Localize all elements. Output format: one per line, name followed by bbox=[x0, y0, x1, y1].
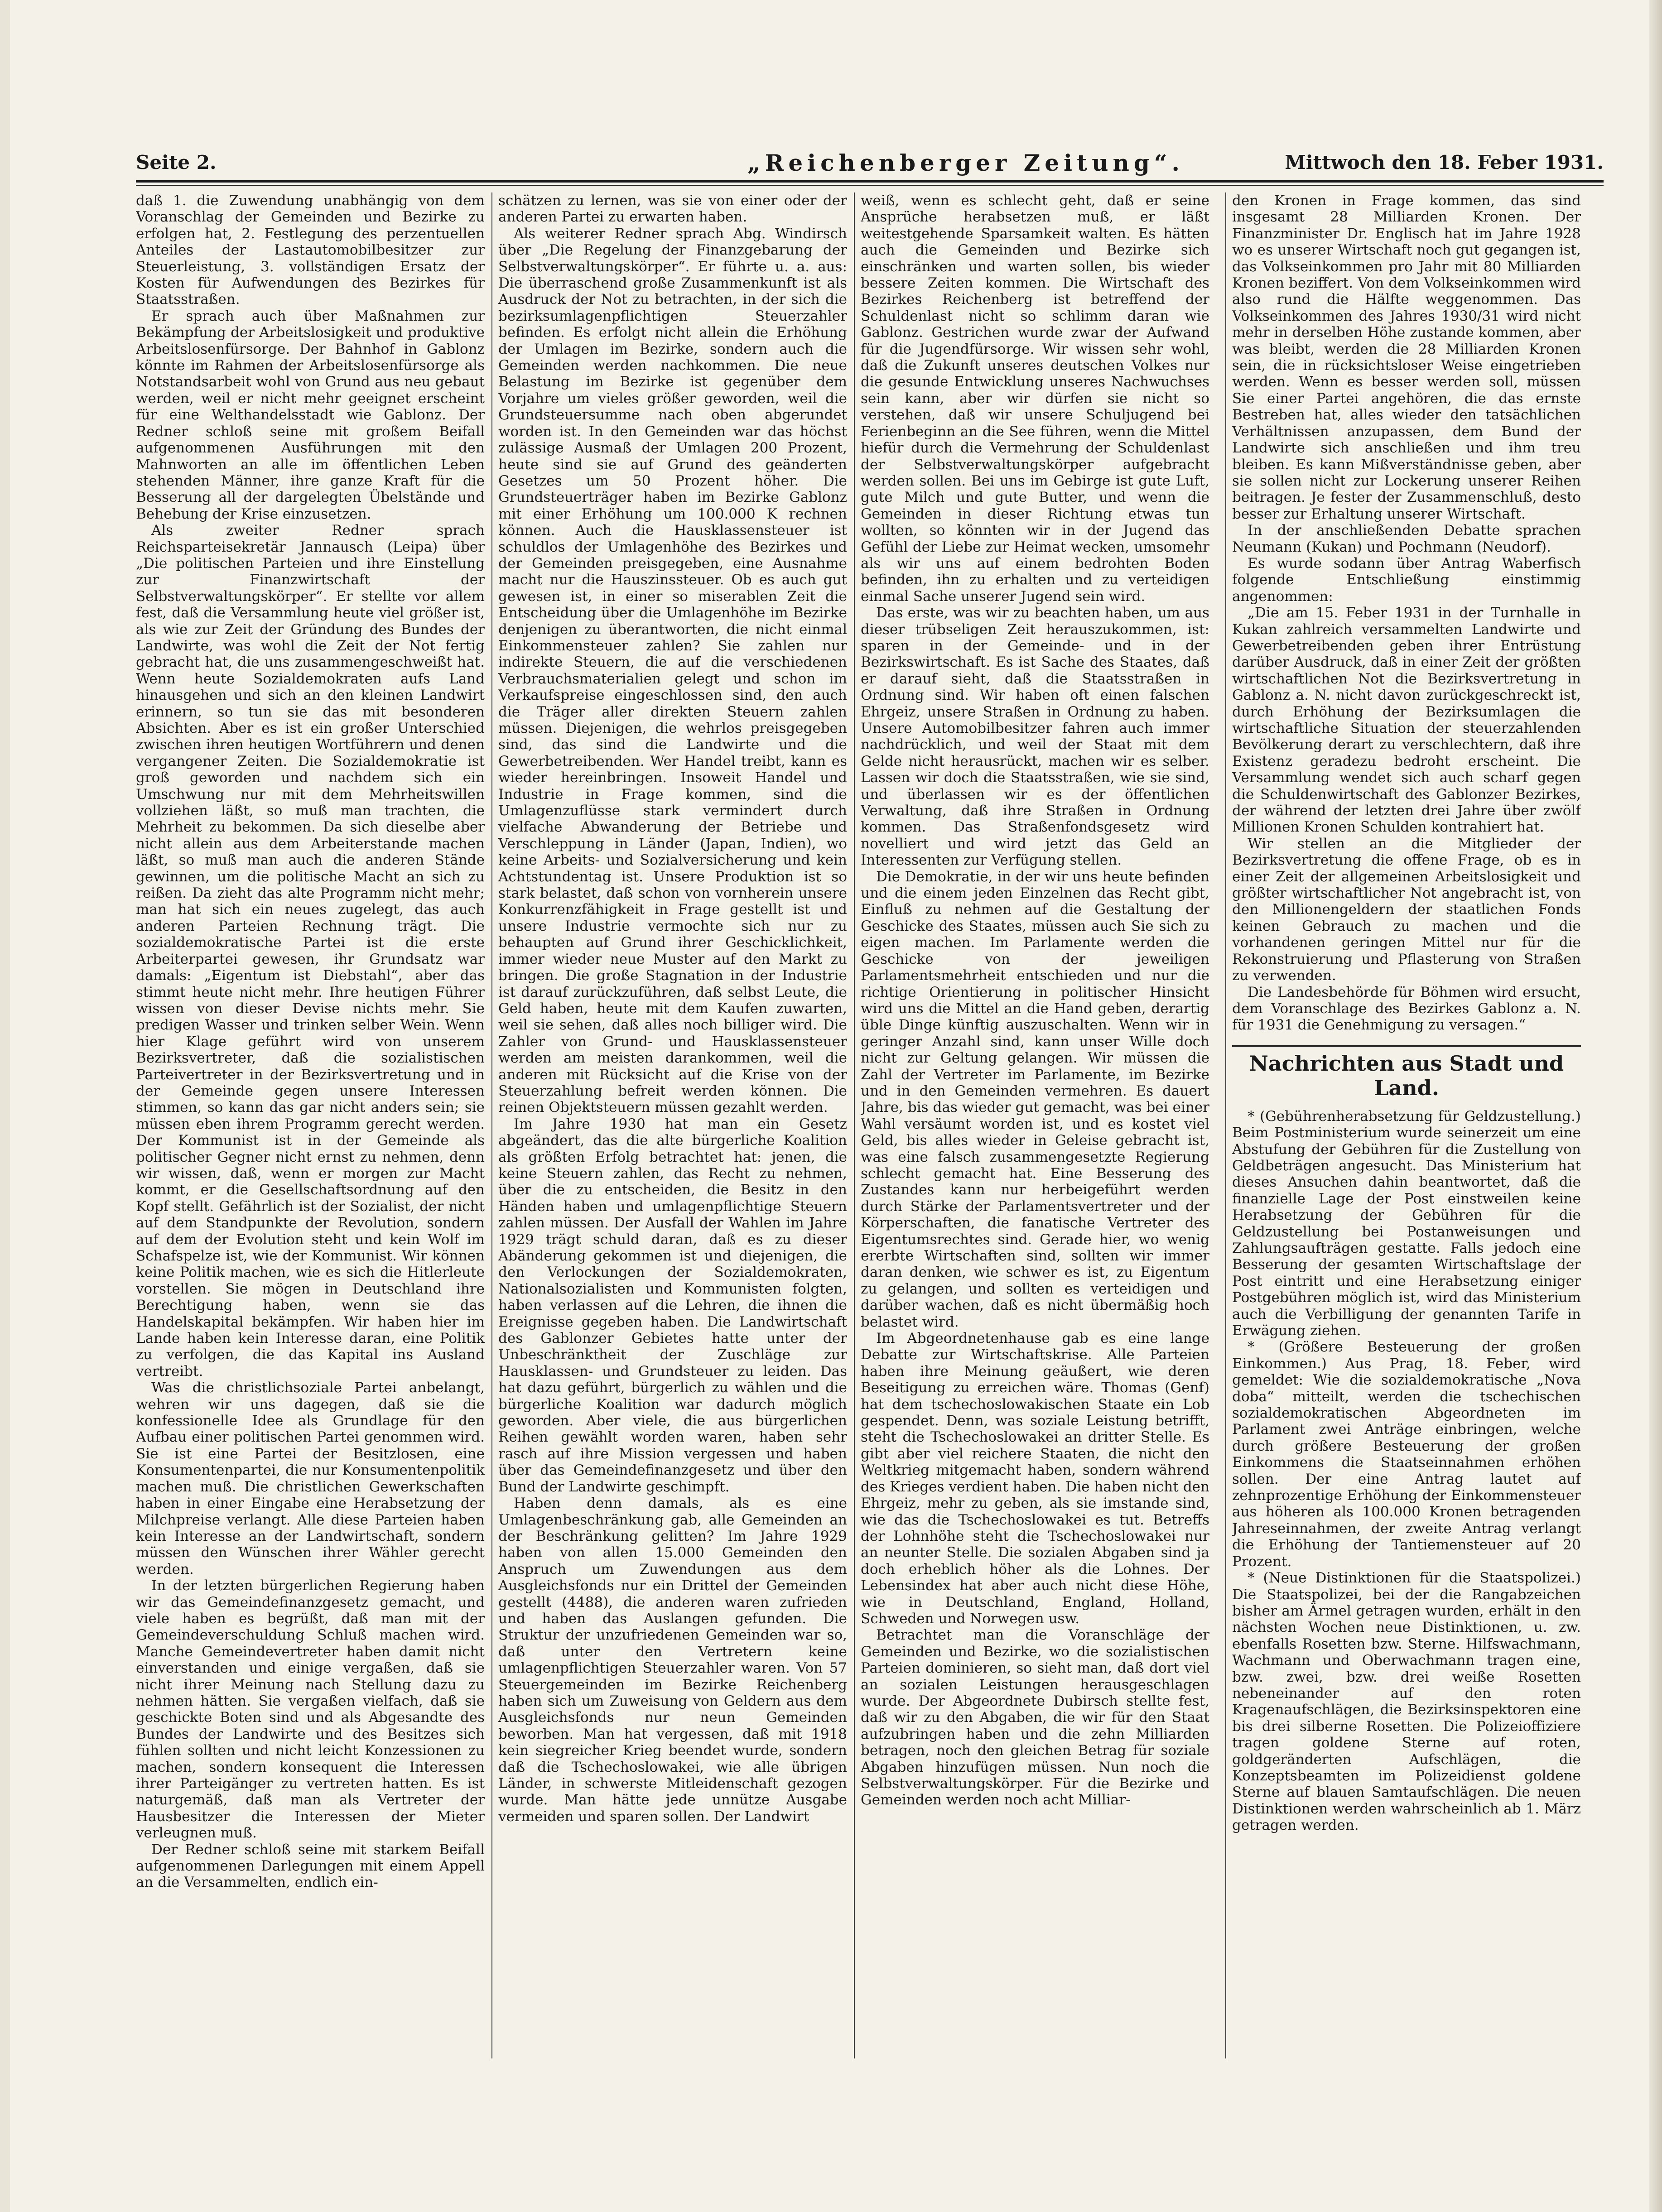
paragraph: In der letzten bürgerlichen Regierung haben wir das Gemeindefinanzgesetz gemacht, und viele haben es begrüßt, daß man mit der Gemeindeverschuldung Schluß machen wird. Manche Gemeindevertreter haben damit nicht einverstanden und einige vergaßen, daß sie nicht ihrer Meinung nach Stellung dazu zu nehmen hätten. Sie vergaßen vielfach, daß sie geschickte Boten sind und als Abgesandte des Bundes der Landwirte und des Besitzes sich fühlen sollten und nicht leicht Konzessionen zu machen, sondern konsequent die Interessen ihrer Parteigänger zu vertreten hatten. Es ist naturgemäß, daß man als Vertreter der Hausbesitzer die Interessen der Mieter verleugnen muß. bbox=[136, 1577, 485, 1842]
paragraph: Als weiterer Redner sprach Abg. Windirsch über „Die Regelung der Finanzgebarung der Selbstverwaltungskörper“. Er führte u. a. aus: Die überraschend große Zusammenkunft ist als Ausdruck der Not zu betrachten, in der sich die bezirksumlagenpflichtigen Steuerzahler befinden. Es erfolgt nicht allein die Erhöhung der Umlagen im Bezirke, sondern auch die Gemeinden werden nachkommen. Die neue Belastung im Bezirke ist gegenüber dem Vorjahre um vieles größer geworden, weil die Grundsteuersumme nach oben abgerundet worden ist. In den Gemeinden war das höchst zulässige Ausmaß der Umlagen 200 Prozent, heute sind sie auf Grund des geänderten Gesetzes um 50 Prozent höher. Die Grundsteuerträger haben im Bezirke Gablonz mit einer Erhöhung um 100.000 K rechnen können. Auch die Hausklassensteuer ist schuldlos der Umlagenhöhe des Bezirkes und der Gemeinden preisgegeben, eine Ausnahme macht nur die Hauszinssteuer. Ob es auch gut gewesen ist, in einer so miserablen Zeit die Entscheidung über die Umlagenhöhe im Bezirke denjenigen zu überantworten, die nicht einmal Einkommensteuer zahlen? Sie zahlen nur indirekte Steuern, die auf die verschiedenen Verbrauchsmaterialien gelegt und schon im Verkaufspreise eingeschlossen sind, den auch die Träger aller direkten Steuern zahlen müssen. Diejenigen, die wehrlos preisgegeben sind, das sind die Landwirte und die Gewerbetreibenden. Wer Handel treibt, kann es wieder hereinbringen. Insoweit Handel und Industrie in Frage kommen, sind die Umlagenzuflüsse stark vermindert durch vielfache Abwanderung der Betriebe und Verschleppung in Länder (Japan, Indien), wo keine Arbeits- und Sozialversicherung und kein Achtstundentag ist. Unsere Produktion ist so stark belastet, daß schon von vornherein unsere Konkurrenzfähigkeit in Frage gestellt ist und unsere Industrie vermochte sich nur zu behaupten auf Grund ihrer Geschicklichkeit, immer wieder neue Muster auf den Markt zu bringen. Die große Stagnation in der Industrie ist darauf zurückzuführen, daß selbst Leute, die Geld haben, heute mit dem Kaufen zuwarten, weil sie sehen, daß alles noch billiger wird. Die Zahler von Grund- und Hausklassensteuer werden am meisten darankommen, weil die anderen mit Rücksicht auf die Krise von der Steuerzahlung befreit werden können. Die reinen Objektsteuern müssen gezahlt werden. bbox=[498, 225, 847, 1116]
article-column-3 bbox=[861, 192, 1209, 2058]
news-item: * (Gebührenherabsetzung für Geldzustellung.) Beim Postministerium wurde seinerzeit um eine Abstufung der Gebühren für die Zustellung von Geldbeträgen angesucht. Das Ministerium hat dieses Ansuchen dahin beantwortet, daß die finanzielle Lage der Post einstweilen keine Herabsetzung der Gebühren für die Geldzustellung bei Postanweisungen und Zahlungsaufträgen gestatte. Falls jedoch eine Besserung der gesamten Wirtschaftslage der Post eintritt und eine Herabsetzung einiger Postgebühren möglich ist, wird das Ministerium auch die Verbilligung der genannten Tarife in Erwägung ziehen. bbox=[1232, 1108, 1581, 1339]
article-column-2 bbox=[498, 192, 847, 2058]
scan-border-left bbox=[0, 0, 10, 2212]
paragraph: Das erste, was wir zu beachten haben, um aus dieser trübseligen Zeit herauszukommen, ist: sparen in der Gemeinde- und in der Bezirkswirtschaft. Es ist Sache des Staates, daß er darauf sieht, daß die Staatsstraßen in Ordnung sind. Wir haben oft einen falschen Ehrgeiz, unsere Straßen in Ordnung zu haben. Unsere Automobilbesitzer fahren auch immer nachdrücklich, und weil der Staat mit dem Gelde nicht herausrückt, machen wir es selber. Lassen wir doch die Staatsstraßen, wie sie sind, und überlassen wir es der öffentlichen Verwaltung, daß ihre Straßen in Ordnung kommen. Das Straßenfondsgesetz wird novelliert und wird jetzt das Geld an Interessenten zur Verfügung stellen. bbox=[861, 605, 1209, 869]
header-rule-thin bbox=[136, 185, 1604, 186]
paragraph: Die Demokratie, in der wir uns heute befinden und die einem jeden Einzelnen das Recht gibt, Einfluß zu nehmen auf die Gestaltung der Geschicke des Staates, müssen auch Sie sich zu eigen machen. Im Parlamente werden die Geschicke von der jeweiligen Parlamentsmehrheit entschieden und nur die richtige Orientierung in politischer Hinsicht wird uns die Mittel an die Hand geben, derartig üble Dinge künftig auszuschalten. Wenn wir in geringer Anzahl sind, kann unser Wille doch nicht zur Geltung gelangen. Wir müssen die Zahl der Vertreter im Parlamente, im Bezirke und in den Gemeinden vermehren. Es dauert Jahre, bis das wieder gut gemacht, was bei einer Wahl versäumt worden ist, und es kostet viel Geld, bis alles wieder in Geleise gebracht ist, was eine falsch zusammengesetzte Regierung schlecht gemacht hat. Eine Besserung des Zustandes kann nur herbeigeführt werden durch Stärke der Parlamentsvertreter und der Körperschaften, die fanatische Vertreter des Eigentumsrechtes sind. Gerade hier, wo wenig ererbte Wirtschaften sind, sollten wir immer daran denken, wie schwer es ist, zu Eigentum zu gelangen, und sollten es verteidigen und darüber wachen, daß es nicht übermäßig hoch belastet wird. bbox=[861, 868, 1209, 1330]
paragraph: den Kronen in Frage kommen, das sind insgesamt 28 Milliarden Kronen. Der Finanzminister Dr. Englisch hat im Jahre 1928 wo es unserer Wirtschaft noch gut gegangen ist, das Volkseinkommen pro Jahr mit 80 Milliarden Kronen beziffert. Von dem Volkseinkommen wird also rund die Hälfte weggenommen. Das Volkseinkommen des Jahres 1930/31 wird nicht mehr in derselben Höhe zustande kommen, aber was bleibt, werden die 28 Milliarden Kronen sein, die in rücksichtsloser Weise eingetrieben werden. Wenn es besser werden soll, müssen Sie einer Partei angehören, die das ernste Bestreben hat, alles wieder den tatsächlichen Verhältnissen anzupassen, dem Bund der Landwirte sich anschließen und ihm treu bleiben. Es kann Mißverständnisse geben, aber sie sollen nicht zur Lockerung unserer Reihen beitragen. Je fester der Zusammenschluß, desto besser zur Erhaltung unserer Wirtschaft. bbox=[1232, 192, 1581, 522]
paragraph: Wir stellen an die Mitglieder der Bezirksvertretung die offene Frage, ob es in einer Zeit der allgemeinen Arbeitslosigkeit und größter wirtschaftlicher Not angebracht ist, von den Millionengeldern der staatlichen Fonds keinen Gebrauch zu machen und die vorhandenen geringen Mittel nur für die Rekonstruierung und Pflasterung von Straßen zu verwenden. bbox=[1232, 835, 1581, 984]
news-item: * (Größere Besteuerung der großen Einkommen.) Aus Prag, 18. Feber, wird gemeldet: Wie die sozialdemokratische „Nova doba“ mitteilt, werden die tschechischen sozialdemokratischen Abgeordneten im Parlament zwei Anträge einbringen, welche durch größere Besteuerung der großen Einkommens die Staatseinnahmen erhöhen sollen. Der eine Antrag lautet auf zehnprozentige Erhöhung der Einkommensteuer aus höheren als 100.000 Kronen betragenden Jahreseinnahmen, der zweite Antrag verlangt die Erhöhung der Tantiemensteuer auf 20 Prozent. bbox=[1232, 1339, 1581, 1570]
paragraph: Er sprach auch über Maßnahmen zur Bekämpfung der Arbeitslosigkeit und produktive Arbeitslosenfürsorge. Der Bahnhof in Gablonz könnte im Rahmen der Arbeitslosenfürsorge als Notstandsarbeit wohl von Grund aus neu gebaut werden, weil er nicht mehr geeignet erscheint für eine Welthandelsstadt wie Gablonz. Der Redner schloß seine mit großem Beifall aufgenommenen Ausführungen mit den Mahnworten an alle im öffentlichen Leben stehenden Männer, ihre ganze Kraft für die Besserung all der dargelegten Übelstände und Behebung der Krise einzusetzen. bbox=[136, 308, 485, 522]
paragraph: Im Abgeordnetenhause gab es eine lange Debatte zur Wirtschaftskrise. Alle Parteien haben ihre Meinung geäußert, wie deren Beseitigung zu erreichen wäre. Thomas (Genf) hat dem tschechoslowakischen Staate ein Lob gespendet. Denn, was soziale Leistung betrifft, steht die Tschechoslowakei an dritter Stelle. Es gibt aber viel reichere Staaten, die nicht den Weltkrieg mitgemacht haben, sondern während des Krieges verdient haben. Die haben nicht den Ehrgeiz, mehr zu geben, als sie imstande sind, wie das die Tschechoslowakei es tut. Betreffs der Lohnhöhe steht die Tschechoslowakei nur an neunter Stelle. Die sozialen Abgaben sind ja doch erheblich höher als die Lohnes. Der Lebensindex hat aber auch nicht diese Höhe, wie in Deutschland, England, Holland, Schweden und Norwegen usw. bbox=[861, 1330, 1209, 1627]
header-rule bbox=[136, 180, 1604, 183]
issue-date: Mittwoch den 18. Feber 1931. bbox=[1285, 151, 1604, 173]
article-column-1 bbox=[136, 192, 485, 2058]
paragraph: Im Jahre 1930 hat man ein Gesetz abgeändert, das die alte bürgerliche Koalition als größten Erfolg betrachtet hat: jenen, die keine Steuern zahlen, das Recht zu nehmen, über die zu entscheiden, die Besitz in den Händen haben und umlagenpflichtige Steuern zahlen müssen. Der Ausfall der Wahlen im Jahre 1929 trägt schuld daran, daß es zu dieser Abänderung gekommen ist und diejenigen, die den Verlockungen der Sozialdemokraten, Nationalsozialisten und Kommunisten folgten, haben verlassen auf die Lehren, die ihnen die Ereignisse gegeben haben. Die Landwirtschaft des Gablonzer Gebietes hatte unter der Unbeschränktheit der Zuschläge zur Hausklassen- und Grundsteuer zu leiden. Das hat dazu geführt, bürgerlich zu wählen und die bürgerliche Koalition war dadurch möglich geworden. Aber viele, die aus bürgerlichen Reihen gewählt worden waren, haben sehr rasch auf ihre Mission vergessen und haben über das Gemeindefinanzgesetz und über den Bund der Landwirte geschimpft. bbox=[498, 1116, 847, 1495]
paragraph: Die Landesbehörde für Böhmen wird ersucht, dem Voranschlage des Bezirkes Gablonz a. N. für 1931 die Genehmigung zu versagen.“ bbox=[1232, 984, 1581, 1034]
paragraph: Als zweiter Redner sprach Reichsparteisekretär Jannausch (Leipa) über „Die politischen Parteien und ihre Einstellung zur Finanzwirtschaft der Selbstverwaltungskörper“. Er stellte vor allem fest, daß die Versammlung heute viel größer ist, als wie zur Zeit der Gründung des Bundes der Landwirte, was wohl die Zeit der Not fertig gebracht hat, die uns zusammengeschweißt hat. Wenn heute Sozialdemokraten aufs Land hinausgehen und sich an den kleinen Landwirt erinnern, so tun sie das mit besonderen Absichten. Aber es ist ein großer Unterschied zwischen ihren heutigen Wortführern und denen vergangener Zeiten. Die Sozialdemokratie ist groß geworden und nachdem sich ein Umschwung nur mit dem Mehrheitswillen vollziehen läßt, so muß man trachten, die Mehrheit zu bekommen. Da sich dieselbe aber nicht allein aus dem Arbeiterstande machen läßt, so muß man auch die anderen Stände gewinnen, um die politische Macht an sich zu reißen. Da zieht das alte Programm nicht mehr; man hat sich ein neues zugelegt, das auch anderen Parteien Rechnung trägt. Die sozialdemokratische Partei ist die erste Arbeiterpartei gewesen, ihr Grundsatz war damals: „Eigentum ist Diebstahl“, aber das stimmt heute nicht mehr. Ihre heutigen Führer wissen von dieser Devise nichts mehr. Sie predigen Wasser und trinken selber Wein. Wenn hier Klage geführt wird von unserem Bezirksvertreter, daß die sozialistischen Parteivertreter in der Bezirksvertretung und in der Gemeinde gegen unsere Interessen stimmen, so kann das gar nicht anders sein; sie müssen eben ihrem Programm gerecht werden. Der Kommunist ist in der Gemeinde als politischer Gegner nicht ernst zu nehmen, denn wir wissen, daß, wenn er morgen zur Macht kommt, er die Gesellschaftsordnung auf den Kopf stellt. Gefährlich ist der Sozialist, der nicht auf dem Standpunkte der Revolution, sondern auf dem der Evolution steht und kein Wolf im Schafspelze ist, wie der Kommunist. Wir können keine Politik machen, wie es sich die Hitlerleute vorstellen. Sie mögen in Deutschland ihre Berechtigung haben, wenn sie das Handelskapital bekämpfen. Wir haben hier im Lande haben kein Interesse daran, eine Politik zu verfolgen, die das Kapital ins Ausland vertreibt. bbox=[136, 522, 485, 1380]
page-number: Seite 2. bbox=[136, 151, 217, 173]
newspaper-title: „Reichenberger Zeitung“. bbox=[747, 149, 1184, 176]
paragraph: In der anschließenden Debatte sprachen Neumann (Kukan) und Pochmann (Neudorf). bbox=[1232, 522, 1581, 555]
column-divider bbox=[854, 192, 855, 2058]
paragraph: Betrachtet man die Voranschläge der Gemeinden und Bezirke, wo die sozialistischen Parteien dominieren, so sieht man, daß dort viel an sozialen Leistungen herausgeschlagen wurde. Der Abgeordnete Dubirsch stellte fest, daß wir zu den Abgaben, die wir für den Staat aufzubringen haben und die zehn Milliarden betragen, noch den gleichen Betrag für soziale Abgaben hinzufügen müssen. Nun noch die Selbstverwaltungskörper. Für die Bezirke und Gemeinden werden noch acht Milliar- bbox=[861, 1627, 1209, 1808]
scan-border-right bbox=[1649, 0, 1662, 2212]
paragraph: weiß, wenn es schlecht geht, daß er seine Ansprüche herabsetzen muß, er läßt weitestgehende Sparsamkeit walten. Es hätten auch die Gemeinden und Bezirke sich einschränken und warten sollen, bis wieder bessere Zeiten kommen. Die Wirtschaft des Bezirkes Reichenberg ist betreffend der Schuldenlast nicht so schlimm daran wie Gablonz. Gestrichen wurde zwar der Aufwand für die Jugendfürsorge. Wir wissen sehr wohl, daß die Zukunft unseres deutschen Volkes nur die gesunde Entwicklung unseres Nachwuchses sein kann, aber wir dürfen sie nicht so verstehen, daß wir unsere Schuljugend bei Ferienbeginn an die See führen, wenn die Mittel hiefür durch die Vermehrung der Schuldenlast der Selbstverwaltungskörper aufgebracht werden sollen. Bei uns im Gebirge ist gute Luft, gute Milch und gute Butter, und wenn die Gemeinden in dieser Richtung etwas tun wollten, so könnten wir in der Jugend das Gefühl der Liebe zur Heimat wecken, umsomehr als wir uns auf einem bedrohten Boden befinden, ihn zu erhalten und zu verteidigen einmal Sache unserer Jugend sein wird. bbox=[861, 192, 1209, 605]
paragraph: daß 1. die Zuwendung unabhängig von dem Voranschlag der Gemeinden und Bezirke zu erfolgen hat, 2. Festlegung des perzentuellen Anteiles der Lastautomobilbesitzer zur Steuerleistung, 3. vollständigen Ersatz der Kosten für Aufwendungen des Bezirkes für Staatsstraßen. bbox=[136, 192, 485, 308]
section-heading: Nachrichten aus Stadt und Land. bbox=[1232, 1045, 1581, 1100]
column-divider bbox=[491, 192, 492, 2058]
paragraph: schätzen zu lernen, was sie von einer oder der anderen Partei zu erwarten haben. bbox=[498, 192, 847, 226]
article-column-4 bbox=[1232, 192, 1581, 2058]
paragraph: Was die christlichsoziale Partei anbelangt, wehren wir uns dagegen, daß sie die konfessionelle Idee als Grundlage für den Aufbau einer politischen Partei genommen wird. Sie ist eine Partei der Besitzlosen, eine Konsumentenpartei, die nur Konsumentenpolitik machen muß. Die christlichen Gewerkschaften haben in einer Eingabe eine Herabsetzung der Milchpreise verlangt. Alle diese Parteien haben kein Interesse an der Landwirtschaft, sondern müssen den Wünschen ihrer Wähler gerecht werden. bbox=[136, 1380, 485, 1577]
paragraph: Der Redner schloß seine mit starkem Beifall aufgenommenen Darlegungen mit einem Appell an die Versammelten, endlich ein- bbox=[136, 1841, 485, 1891]
paragraph: Es wurde sodann über Antrag Waberfisch folgende Entschließung einstimmig angenommen: bbox=[1232, 555, 1581, 605]
paragraph: Haben denn damals, als es eine Umlagenbeschränkung gab, alle Gemeinden an der Beschränkung gelitten? Im Jahre 1929 haben von allen 15.000 Gemeinden den Anspruch um Zuwendungen aus dem Ausgleichsfonds nur ein Drittel der Gemeinden gestellt (4488), die anderen waren zufrieden und haben das Auslangen gefunden. Die Struktur der unzufriedenen Gemeinden war so, daß unter den Vertretern keine umlagenpflichtigen Steuerzahler waren. Von 57 Steuergemeinden im Bezirke Reichenberg haben sich um Zuweisung von Geldern aus dem Ausgleichsfonds nur neun Gemeinden beworben. Man hat vergessen, daß mit 1918 kein siegreicher Krieg beendet wurde, sondern daß die Tschechoslowakei, wie alle übrigen Länder, in schwerste Mitleidenschaft gezogen wurde. Man hätte jede unnütze Ausgabe vermeiden und sparen sollen. Der Landwirt bbox=[498, 1495, 847, 1825]
column-divider bbox=[1225, 192, 1226, 2058]
news-item: * (Neue Distinktionen für die Staatspolizei.) Die Staatspolizei, bei der die Rangabzeichen bisher am Ärmel getragen wurden, erhält in den nächsten Wochen neue Distinktionen, u. zw. ebenfalls Rosetten bzw. Sterne. Hilfswachmann, Wachmann und Oberwachmann tragen eine, bzw. zwei, bzw. drei weiße Rosetten nebeneinander auf den roten Kragenaufschlägen, die Bezirksinspektoren eine bis drei silberne Rosetten. Die Polizeioffiziere tragen goldene Sterne auf roten, goldgeränderten Aufschlägen, die Konzeptsbeamten im Polizeidienst goldene Sterne auf blauen Samtaufschlägen. Die neuen Distinktionen werden wahrscheinlich ab 1. März getragen werden. bbox=[1232, 1570, 1581, 1834]
page-header bbox=[136, 149, 1604, 181]
paragraph: „Die am 15. Feber 1931 in der Turnhalle in Kukan zahlreich versammelten Landwirte und Gewerbetreibenden geben ihrer Entrüstung darüber Ausdruck, daß in einer Zeit der größten wirtschaftlichen Not die Bezirksvertretung in Gablonz a. N. nicht davon zurückgeschreckt ist, durch Erhöhung der Bezirksumlagen die wirtschaftliche Situation der steuerzahlenden Bevölkerung derart zu verschlechtern, daß ihre Existenz geradezu bedroht erscheint. Die Versammlung wendet sich auch scharf gegen die Schuldenwirtschaft des Gablonzer Bezirkes, der während der letzten drei Jahre über zwölf Millionen Kronen Schulden kontrahiert hat. bbox=[1232, 605, 1581, 836]
